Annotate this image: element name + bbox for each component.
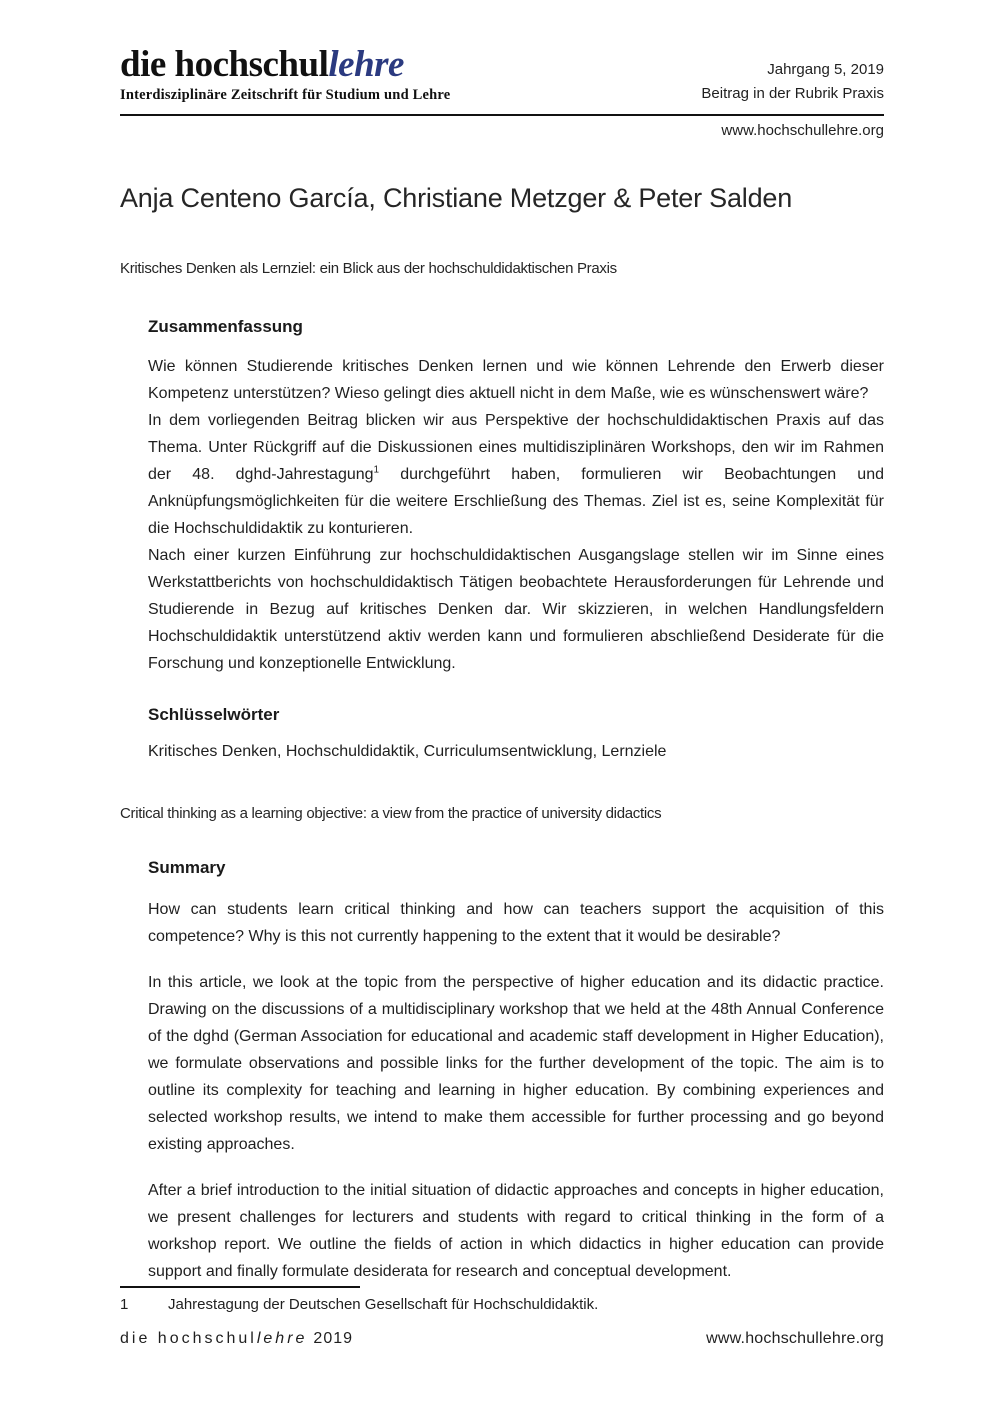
footer-journal-main: die hochschul bbox=[120, 1330, 257, 1347]
article-title-en: Critical thinking as a learning objective: a view from the practice of university didactics bbox=[120, 805, 662, 822]
page-footer bbox=[120, 1330, 884, 1348]
authors-line: Anja Centeno García, Christiane Metzger & Peter Salden bbox=[120, 183, 793, 213]
journal-logo-subtitle: Interdisziplinäre Zeitschrift für Studium und Lehre bbox=[120, 86, 451, 103]
issue-meta bbox=[701, 46, 884, 106]
summary-en-paragraph-2: In this article, we look at the topic from the perspective of higher education and its didactic practice. Drawing on the discussions of a multidisciplinary workshop that we held at the 48th Annual Conference of the dghd (German Association for educational and academic staff development in Higher Education), we formulate observations and possible links for the further development of the topic. The aim is to outline its complexity for teaching and learning in higher education. By combining experiences and selected workshop results, we intend to make them accessible for further processing and go beyond existing approaches. bbox=[148, 974, 884, 1153]
abstract-de-paragraph-2 bbox=[148, 407, 884, 542]
summary-en-heading: Summary bbox=[148, 858, 226, 877]
journal-logo-wordmark bbox=[120, 46, 450, 85]
keywords-de-heading: Schlüsselwörter bbox=[148, 705, 280, 724]
abstract-de-section bbox=[148, 317, 884, 677]
footnote-1-text: Jahrestagung der Deutschen Gesellschaft für Hochschuldidaktik. bbox=[168, 1296, 599, 1313]
article-title-de: Kritisches Denken als Lernziel: ein Blick aus der hochschuldidaktischen Praxis bbox=[120, 260, 617, 277]
footnote-1 bbox=[120, 1296, 884, 1313]
abstract-de-paragraph-2-text: In dem vorliegenden Beitrag blicken wir aus Perspektive der hochschuldidaktischen Praxis auf das Thema. Unter Rückgriff auf die Diskussionen eines multidisziplinären Workshops, den wir im Rahmen der 48. dghd-Jahrestagung bbox=[148, 412, 884, 483]
summary-en-section bbox=[148, 858, 884, 1285]
abstract-de-paragraph-3: Nach einer kurzen Einführung zur hochschuldidaktischen Ausgangslage stellen wir im Sinne eines Werkstattberichts von hochschuldidaktisch Tätigen beobachtete Herausforderungen für Lehrende und Studierende in Bezug auf kritisches Denken dar. Wir skizzieren, in welchen Handlungsfeldern Hochschuldidaktik unterstützend aktiv werden kann und formulieren abschließend Desiderate für die Forschung und konzeptionelle Entwicklung. bbox=[148, 547, 884, 672]
footnote-marker-1[interactable]: 1 bbox=[373, 464, 380, 476]
footer-journal-accent: lehre bbox=[256, 1330, 308, 1347]
abstract-de-paragraph-1: Wie können Studierende kritisches Denken lernen und wie können Lehrende den Erwerb dieser Kompetenz unterstützen? Wieso gelingt dies aktuell nicht in dem Maße, wie es wünschenswert wäre? bbox=[148, 358, 884, 402]
abstract-de-heading: Zusammenfassung bbox=[148, 317, 303, 336]
footnote-divider bbox=[120, 1286, 360, 1288]
footnote-1-number: 1 bbox=[120, 1296, 129, 1313]
journal-website-link[interactable]: www.hochschullehre.org bbox=[721, 122, 884, 139]
summary-en-paragraph-1: How can students learn critical thinking and how can teachers support the acquisition of this competence? Why is this not currently happening to the extent that it would be desirable? bbox=[148, 901, 884, 945]
header-divider bbox=[120, 114, 884, 116]
footnote-block bbox=[120, 1286, 884, 1313]
footer-journal-year: 2019 bbox=[313, 1330, 354, 1347]
footer-journal-name bbox=[120, 1330, 353, 1348]
abstract-de-paragraph-2-continued: durchgeführt haben, formulieren wir Beobachtungen und Anknüpfungsmöglichkeiten für die weitere Erschließung des Themas. Ziel ist es, seine Komplexität für die Hochschuldidaktik zu konturieren. bbox=[148, 466, 885, 537]
logo-main-text: die hochschul bbox=[120, 44, 329, 85]
page-header bbox=[120, 46, 884, 106]
keywords-de-list: Kritisches Denken, Hochschuldidaktik, Curriculumsentwicklung, Lernziele bbox=[148, 743, 667, 760]
footer-website-link[interactable]: www.hochschullehre.org bbox=[706, 1330, 884, 1347]
journal-logo bbox=[120, 46, 450, 104]
issue-volume: Jahrgang 5, 2019 bbox=[767, 61, 884, 78]
summary-en-paragraph-3: After a brief introduction to the initial situation of didactic approaches and concepts in higher education, we present challenges for lecturers and students with regard to critical thinking in the form of a workshop report. We outline the fields of action in which didactics in higher education can provide support and finally formulate desiderata for research and conceptual development. bbox=[148, 1182, 884, 1280]
logo-accent-text: lehre bbox=[328, 44, 404, 85]
issue-section: Beitrag in der Rubrik Praxis bbox=[701, 85, 884, 102]
keywords-de-section bbox=[148, 705, 884, 761]
